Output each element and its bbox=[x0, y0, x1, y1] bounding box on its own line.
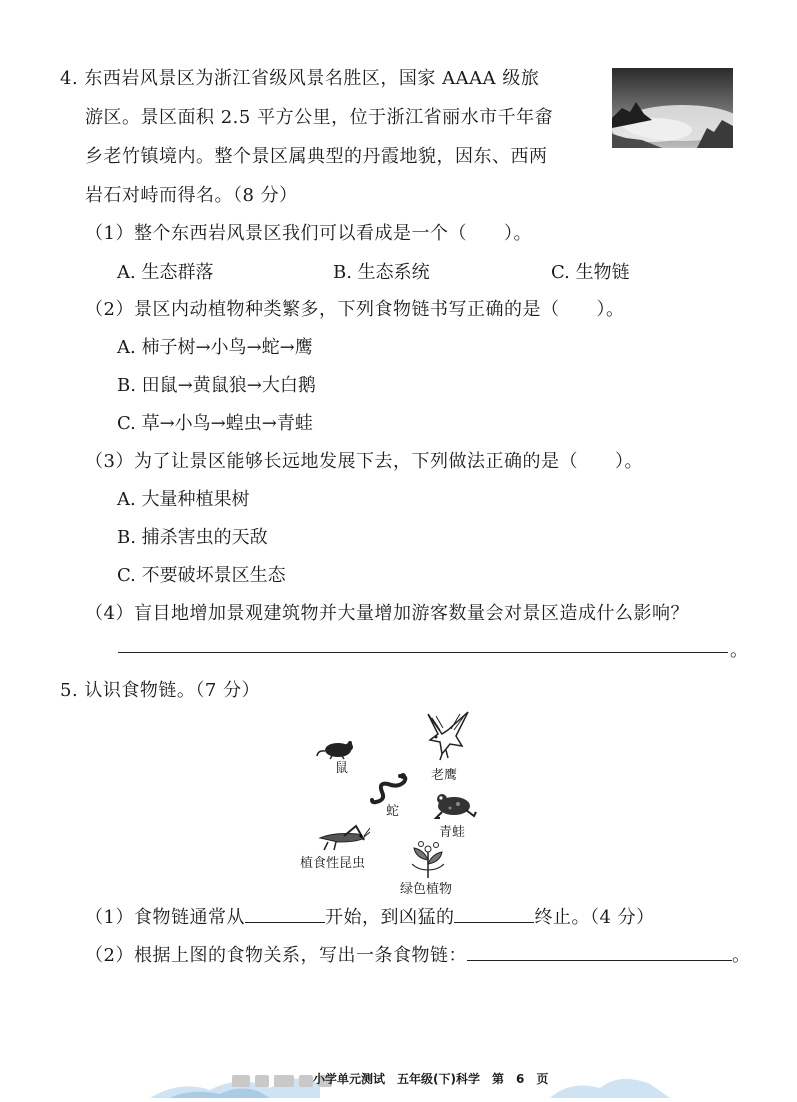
q5-sub1-part-c: 终止。（4 分） bbox=[534, 907, 655, 928]
q5-title: 5. 认识食物链。（7 分） bbox=[60, 680, 261, 701]
plant-label: 绿色植物 bbox=[400, 882, 453, 897]
blur-block-4 bbox=[299, 1075, 313, 1087]
q4-sub4-answer-line[interactable] bbox=[118, 652, 728, 653]
q4-sub3-option-a[interactable]: A. 大量种植果树 bbox=[117, 489, 250, 510]
blur-block-2 bbox=[255, 1075, 269, 1087]
landscape-photo bbox=[612, 68, 733, 148]
q4-sub3-option-c[interactable]: C. 不要破坏景区生态 bbox=[117, 565, 286, 586]
eagle-icon bbox=[422, 710, 474, 762]
q4-sub3-option-b[interactable]: B. 捕杀害虫的天敌 bbox=[117, 527, 268, 548]
q4-sub2-option-c[interactable]: C. 草→小鸟→蝗虫→青蛙 bbox=[117, 413, 313, 434]
q4-sub2-stem: （2）景区内动植物种类繁多，下列食物链书写正确的是（ ）。 bbox=[85, 299, 625, 320]
q4-sub4-end: 。 bbox=[730, 640, 749, 661]
q4-sub1-option-a[interactable]: A. 生态群落 bbox=[117, 262, 214, 283]
q4-line1: 4. 东西岩风景区为浙江省级风景名胜区，国家 AAAA 级旅 bbox=[60, 68, 540, 89]
q4-line4: 岩石对峙而得名。（8 分） bbox=[85, 185, 298, 206]
q5-sub1-blank-1[interactable] bbox=[245, 921, 325, 923]
q4-line2: 游区。景区面积 2.5 平方公里，位于浙江省丽水市千年畲 bbox=[85, 107, 554, 128]
eagle-label: 老鹰 bbox=[431, 768, 458, 783]
grasshopper-icon bbox=[314, 822, 370, 852]
q4-sub2-option-b[interactable]: B. 田鼠→黄鼠狼→大白鹅 bbox=[117, 375, 316, 396]
q5-sub2 bbox=[85, 941, 750, 967]
q5-sub1 bbox=[85, 903, 655, 929]
q5-sub1-part-b: 开始，到凶猛的 bbox=[324, 907, 455, 928]
frog-label: 青蛙 bbox=[439, 825, 466, 840]
q4-sub4-stem: （4）盲目地增加景观建筑物并大量增加游客数量会对景区造成什么影响？ bbox=[85, 603, 689, 624]
footer-text: 小学单元测试 五年级(下)科学 第 6 页 bbox=[313, 1072, 549, 1086]
q5-sub2-end: 。 bbox=[731, 945, 751, 966]
q5-sub1-blank-2[interactable] bbox=[454, 921, 534, 923]
snake-label: 蛇 bbox=[386, 804, 400, 819]
q4-sub1-option-c[interactable]: C. 生物链 bbox=[551, 262, 630, 283]
q4-line3: 乡老竹镇境内。整个景区属典型的丹霞地貌，因东、西两 bbox=[85, 146, 548, 167]
insect-label: 植食性昆虫 bbox=[300, 856, 366, 871]
plant-icon bbox=[408, 838, 448, 878]
q5-sub2-blank[interactable] bbox=[467, 959, 732, 961]
blur-block-3 bbox=[274, 1075, 294, 1087]
q4-sub2-option-a[interactable]: A. 柿子树→小鸟→蛇→鹰 bbox=[117, 337, 313, 358]
food-web-figure bbox=[300, 708, 490, 898]
q5-sub1-part-a: （1）食物链通常从 bbox=[85, 907, 245, 928]
frog-icon bbox=[430, 790, 478, 820]
mouse-label: 鼠 bbox=[335, 761, 349, 776]
q4-sub1-option-b[interactable]: B. 生态系统 bbox=[333, 262, 430, 283]
q4-sub1-stem: （1）整个东西岩风景区我们可以看成是一个（ ）。 bbox=[85, 223, 532, 244]
q5-sub2-part-a: （2）根据上图的食物关系，写出一条食物链： bbox=[85, 945, 467, 966]
blur-block-1 bbox=[232, 1075, 250, 1087]
q4-sub3-stem: （3）为了让景区能够长远地发展下去，下列做法正确的是（ ）。 bbox=[85, 451, 643, 472]
